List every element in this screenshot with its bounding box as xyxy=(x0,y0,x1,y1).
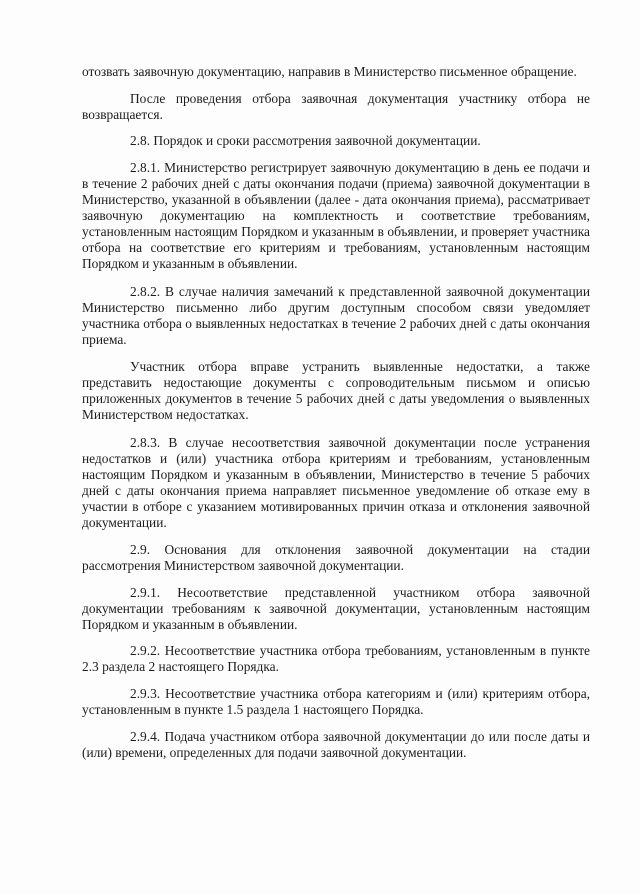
paragraph-2-8-1: 2.8.1. Министерство регистрирует заявочную документацию в день ее подачи и в течение 2 рабочих дней с даты окончания подачи (приема) заявочной документации в Министерство, указанной в объявлении (далее - дата окончания приема), рассматривает заявочную документацию на комплектность и соответствие требованиям, установленным настоящим Порядком и указанным в объявлении, и проверяет участника отбора на соответствие его критериям и требованиям, установленным настоящим Порядком и указанным в объявлении. xyxy=(82,159,590,272)
paragraph-2-9-3: 2.9.3. Несоответствие участника отбора категориям и (или) критериям отбора, установленным в пункте 1.5 раздела 1 настоящего Порядка. xyxy=(82,686,590,718)
paragraph-not-returned: После проведения отбора заявочная документация участнику отбора не возвращается. xyxy=(82,90,590,122)
paragraph-withdraw-continuation: отозвать заявочную документацию, направив в Министерство письменное обращение. xyxy=(82,64,577,79)
paragraph-2-8-3: 2.8.3. В случае несоответствия заявочной документации после устранения недостатков и (или) участника отбора критериям и требованиям, установленным настоящим Порядком и указанным в объявлении, Министерство в течение 5 рабочих дней с даты окончания приема направляет письменное уведомление об отказе ему в участии в отборе с указанием мотивированных причин отказа и отклонения заявочной документации. xyxy=(82,434,590,531)
paragraph-2-9-4: 2.9.4. Подача участником отбора заявочной документации до или после даты и (или) времени, определенных для подачи заявочной документации. xyxy=(82,728,590,760)
paragraph-participant-right: Участник отбора вправе устранить выявленные недостатки, а также представить недостающие документы с сопроводительным письмом и описью приложенных документов в течение 5 рабочих дней с даты уведомления о выявленных Министерством недостатках. xyxy=(82,358,590,423)
paragraph-2-8-2: 2.8.2. В случае наличия замечаний к представленной заявочной документации Министерство письменно либо другим доступным способом связи уведомляет участника отбора о выявленных недостатках в течение 2 рабочих дней с даты окончания приема. xyxy=(82,284,590,348)
document-body xyxy=(82,64,590,771)
paragraph-2-9-2: 2.9.2. Несоответствие участника отбора требованиям, установленным в пункте 2.3 раздела 2 настоящего Порядка. xyxy=(82,643,590,675)
paragraph-2-9-1: 2.9.1. Несоответствие представленной участником отбора заявочной документации требованиям к заявочной документации, установленным настоящим Порядком и указанным в объявлении. xyxy=(82,584,590,632)
section-heading-2-9: 2.9. Основания для отклонения заявочной документации на стадии рассмотрения Министерством заявочной документации. xyxy=(82,541,590,573)
section-heading-2-8: 2.8. Порядок и сроки рассмотрения заявочной документации. xyxy=(130,133,481,149)
